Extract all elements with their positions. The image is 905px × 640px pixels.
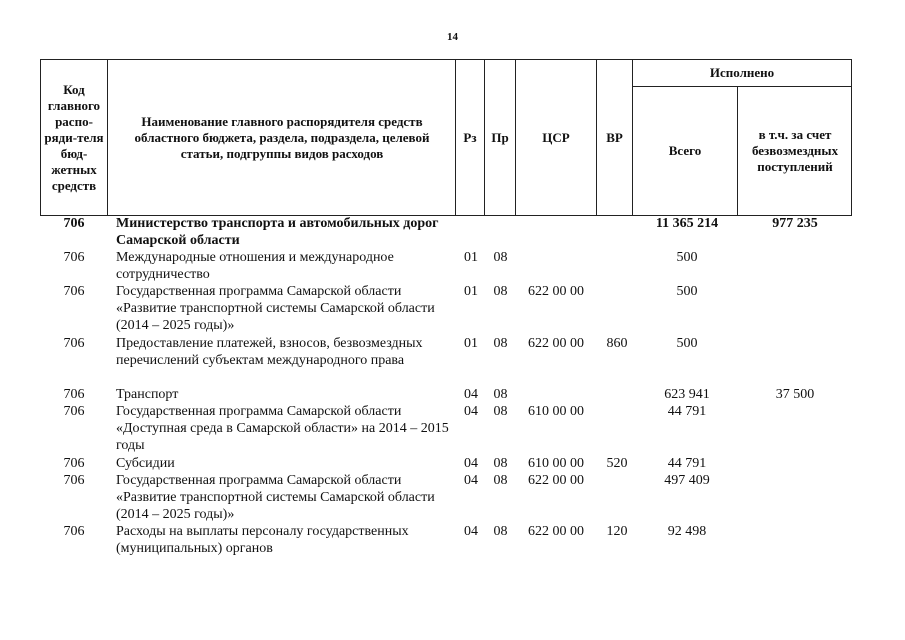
row-total: 92 498 — [667, 524, 707, 539]
row-total: 44 791 — [667, 404, 707, 419]
row-csr: 622 00 00 — [528, 473, 584, 488]
row-name: Субсидии — [116, 456, 175, 471]
row-total: 500 — [676, 250, 698, 265]
row-pr: 08 — [493, 473, 508, 488]
row-vr: 520 — [606, 456, 628, 471]
row-csr: 622 00 00 — [528, 336, 584, 351]
row-name: Государственная программа Самарской области «Развитие транспортной системы Самарской области (2014 – 2025 годы)» — [116, 473, 435, 522]
row-code: 706 — [63, 336, 85, 351]
row-pr: 08 — [493, 456, 508, 471]
row-total: 500 — [676, 284, 698, 299]
row-vr: 860 — [606, 336, 628, 351]
row-rz: 04 — [464, 524, 478, 539]
row-code: 706 — [63, 524, 85, 539]
row-pr: 08 — [493, 387, 508, 402]
page-number: 14 — [447, 31, 458, 43]
header-csr: ЦСР — [542, 129, 570, 145]
row-pr: 08 — [493, 524, 508, 539]
row-pr: 08 — [493, 250, 508, 265]
row-code: 706 — [63, 456, 85, 471]
row-rz: 04 — [464, 387, 478, 402]
row-name: Транспорт — [116, 387, 179, 402]
row-rz: 01 — [464, 250, 478, 265]
row-pr: 08 — [493, 284, 508, 299]
header-name: Наименование главного распорядителя средств областного бюджета, раздела, подраздела, целевой статьи, подгруппы видов расходов — [134, 113, 430, 161]
row-code: 706 — [63, 404, 85, 419]
row-name: Министерство транспорта и автомобильных дорог Самарской области — [116, 216, 439, 248]
header-executed: Исполнено — [709, 65, 775, 80]
row-code: 706 — [63, 387, 85, 402]
row-free: 37 500 — [775, 387, 815, 402]
row-total: 44 791 — [667, 456, 707, 471]
row-name: Государственная программа Самарской области «Доступная среда в Самарской области» на 2014 – 2015 годы — [116, 404, 449, 453]
row-total: 500 — [676, 336, 698, 351]
row-total: 11 365 214 — [655, 216, 719, 231]
header-rz: Рз — [463, 129, 477, 145]
row-name: Международные отношения и международное сотрудничество — [116, 250, 394, 282]
row-rz: 04 — [464, 404, 478, 419]
row-name: Предоставление платежей, взносов, безвозмездных перечислений субъектам международного права — [116, 336, 423, 368]
row-pr: 08 — [493, 336, 508, 351]
row-total: 497 409 — [664, 473, 710, 488]
row-csr: 622 00 00 — [528, 284, 584, 299]
header-pr: Пр — [491, 129, 509, 145]
header-free: в т.ч. за счет безвозмездных поступлений — [751, 127, 839, 174]
row-rz: 04 — [464, 456, 478, 471]
header-total: Всего — [668, 143, 702, 158]
row-free: 977 235 — [772, 216, 818, 231]
header-code: Код главного распо-ряди-теля бюд-жетных средств — [44, 81, 104, 193]
row-code: 706 — [63, 473, 85, 488]
row-code: 706 — [63, 216, 85, 231]
row-csr: 610 00 00 — [528, 404, 584, 419]
row-rz: 04 — [464, 473, 478, 488]
header-vr: ВР — [606, 129, 623, 145]
row-pr: 08 — [493, 404, 508, 419]
row-code: 706 — [63, 250, 85, 265]
row-vr: 120 — [606, 524, 628, 539]
row-rz: 01 — [464, 336, 478, 351]
row-name: Расходы на выплаты персоналу государственных (муниципальных) органов — [116, 524, 409, 556]
row-name: Государственная программа Самарской области «Развитие транспортной системы Самарской области (2014 – 2025 годы)» — [116, 284, 435, 333]
row-csr: 622 00 00 — [528, 524, 584, 539]
row-code: 706 — [63, 284, 85, 299]
row-rz: 01 — [464, 284, 478, 299]
row-total: 623 941 — [664, 387, 710, 402]
row-csr: 610 00 00 — [528, 456, 584, 471]
